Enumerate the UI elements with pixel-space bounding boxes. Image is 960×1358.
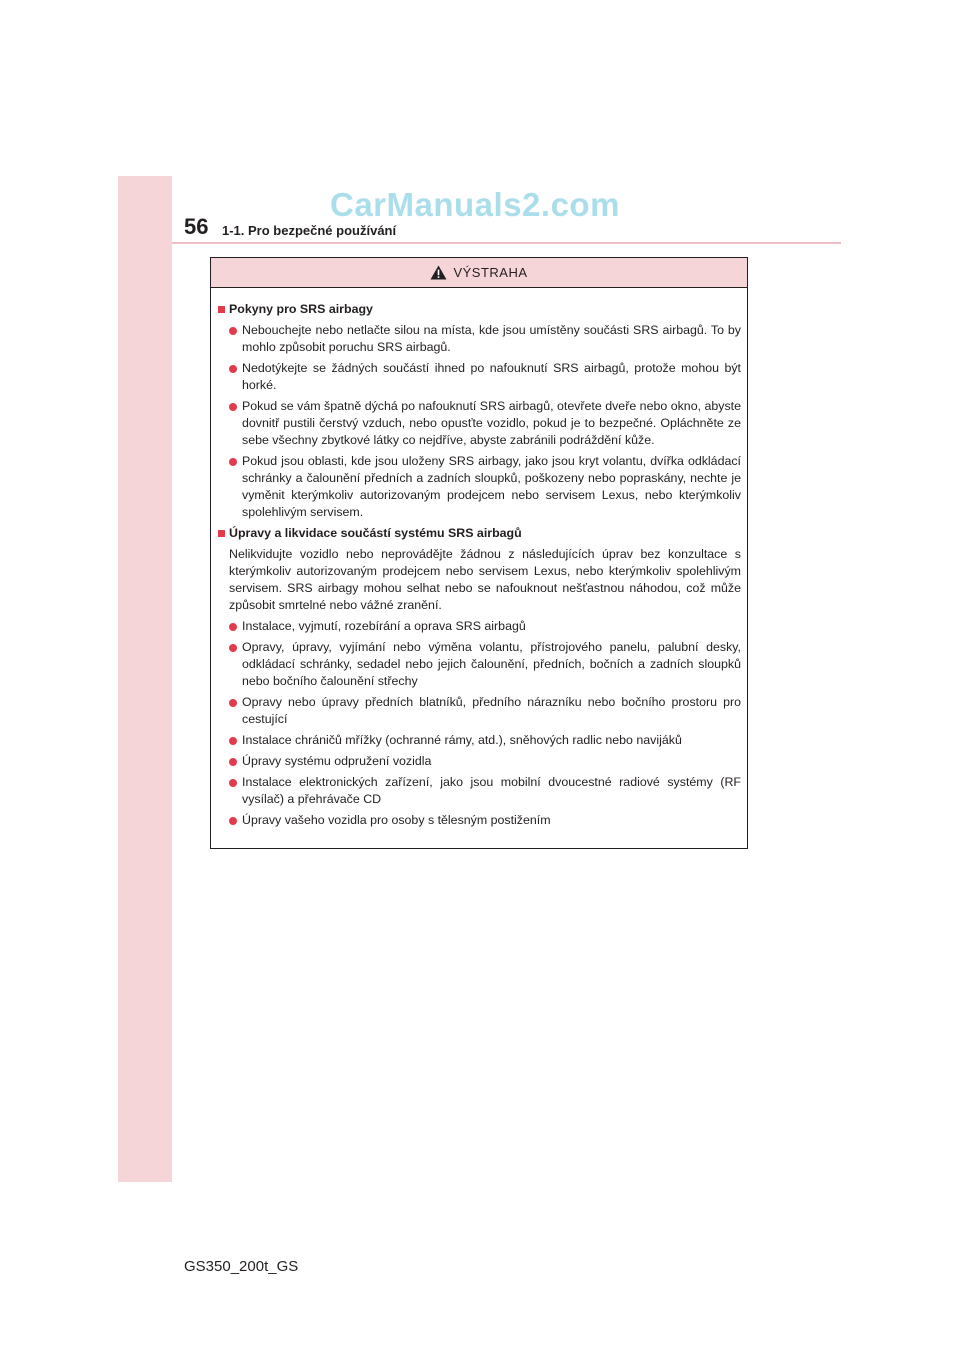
list-item xyxy=(218,639,741,690)
list-item-text: Pokud se vám špatně dýchá po nafouknutí SRS airbagů, otevřete dveře nebo okno, abyste dovnitř pustili čerstvý vzduch, nebo opusťte vozidlo, pokud je to bezpečné. Opláchněte ze sebe všechny zbytkové látky co nejdříve, abyste zabránili podráždění kůže. xyxy=(242,399,741,447)
round-bullet-icon xyxy=(229,365,237,373)
list-item xyxy=(218,618,741,635)
list-item-text: Opravy, úpravy, vyjímání nebo výměna volantu, přístrojového panelu, palubní desky, odkládací schránky, sedadel nebo jejich čalounění, předních, bočních a zadních sloupků nebo bočního čalounění střechy xyxy=(242,640,741,688)
list-item-text: Úpravy vašeho vozidla pro osoby s tělesným postižením xyxy=(242,813,551,827)
warning-triangle-icon xyxy=(430,265,447,280)
list-item-text: Nedotýkejte se žádných součástí ihned po nafouknutí SRS airbagů, protože mohou být horké. xyxy=(242,361,741,392)
warning-body xyxy=(211,288,747,829)
square-bullet-icon xyxy=(218,530,225,537)
section-heading-text: Úpravy a likvidace součástí systému SRS airbagů xyxy=(229,526,522,540)
list-item xyxy=(218,774,741,808)
page-number: 56 xyxy=(184,214,209,239)
section-heading xyxy=(218,525,741,542)
round-bullet-icon xyxy=(229,403,237,411)
list-item xyxy=(218,453,741,521)
list-item-text: Nebouchejte nebo netlačte silou na místa, kde jsou umístěny součásti SRS airbagů. To by mohlo způsobit poruchu SRS airbagů. xyxy=(242,323,741,354)
round-bullet-icon xyxy=(229,623,237,631)
list-item-text: Pokud jsou oblasti, kde jsou uloženy SRS airbagy, jako jsou kryt volantu, dvířka odkládací schránky a čalounění předních a zadních sloupků, poškozeny nebo popraskány, nechte je vyměnit kterýmkoliv autorizovaným prodejcem nebo servisem Lexus, nebo kterýmkoliv spolehlivým servisem. xyxy=(242,454,741,519)
list-item xyxy=(218,732,741,749)
round-bullet-icon xyxy=(229,327,237,335)
section-heading xyxy=(218,301,741,318)
round-bullet-icon xyxy=(229,699,237,707)
list-item xyxy=(218,812,741,829)
round-bullet-icon xyxy=(229,644,237,652)
section-heading-text: Pokyny pro SRS airbagy xyxy=(229,302,373,316)
list-item xyxy=(218,360,741,394)
list-item-text: Instalace, vyjmutí, rozebírání a oprava SRS airbagů xyxy=(242,619,526,633)
section-title: 1-1. Pro bezpečné používání xyxy=(222,223,397,238)
watermark-logo: CarManuals2.com xyxy=(330,186,620,223)
round-bullet-icon xyxy=(229,817,237,825)
list-item xyxy=(218,398,741,449)
round-bullet-icon xyxy=(229,758,237,766)
list-item xyxy=(218,753,741,770)
list-item-text: Opravy nebo úpravy předních blatníků, předního nárazníku nebo bočního prostoru pro cestující xyxy=(242,695,741,726)
warning-box xyxy=(210,257,748,849)
round-bullet-icon xyxy=(229,458,237,466)
warning-title: VÝSTRAHA xyxy=(453,265,528,280)
warning-header xyxy=(211,258,747,288)
list-item xyxy=(218,322,741,356)
list-item-text: Instalace elektronických zařízení, jako jsou mobilní dvoucestné radiové systémy (RF vysílač) a přehrávače CD xyxy=(242,775,741,806)
side-color-band xyxy=(118,176,172,1182)
list-item-text: Instalace chráničů mřížky (ochranné rámy, atd.), sněhových radlic nebo navijáků xyxy=(242,733,682,747)
footer-model-code: GS350_200t_GS xyxy=(184,1258,299,1275)
round-bullet-icon xyxy=(229,737,237,745)
header-rule xyxy=(172,242,841,244)
list-item xyxy=(218,694,741,728)
round-bullet-icon xyxy=(229,779,237,787)
square-bullet-icon xyxy=(218,306,225,313)
section-intro: Nelikvidujte vozidlo nebo neprovádějte žádnou z následujících úprav bez konzultace s kterýmkoliv autorizovaným prodejcem nebo servisem Lexus, nebo kterýmkoliv spolehlivým servisem. SRS airbagy mohou selhat nebo se nafouknout nešťastnou náhodou, což může způsobit smrtelné nebo vážné zranění. xyxy=(229,547,741,612)
list-item-text: Úpravy systému odpružení vozidla xyxy=(242,754,432,768)
